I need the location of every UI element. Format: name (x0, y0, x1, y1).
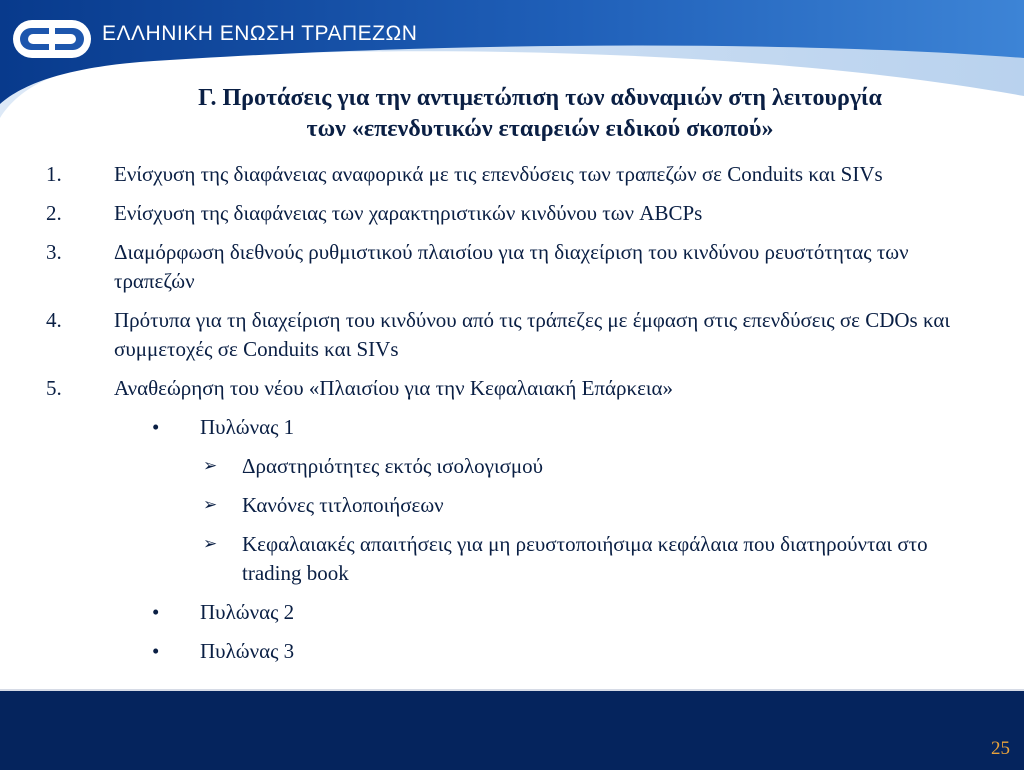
arrow-bullet-icon: ➢ (203, 456, 218, 476)
item-number: 2. (46, 201, 62, 225)
pillar-item-3 (0, 637, 1024, 666)
footer-bar (0, 689, 1024, 770)
item-text: Διαμόρφωση διεθνούς ρυθμιστικού πλαισίου για τη διαχείριση του κινδύνου ρευστότητας των τραπεζών (114, 240, 909, 293)
item-number: 3. (46, 240, 62, 264)
bullet-icon: • (152, 600, 160, 624)
organization-name: ΕΛΛΗΝΙΚΗ ΕΝΩΣΗ ΤΡΑΠΕΖΩΝ (102, 22, 418, 45)
slide-content (0, 160, 1024, 666)
pillar1-subitem-2 (0, 491, 1024, 520)
page-number: 25 (991, 738, 1010, 759)
numbered-item-2 (0, 199, 1024, 228)
pillar-item-2 (0, 598, 1024, 627)
numbered-item-3 (0, 238, 1024, 296)
numbered-item-1 (0, 160, 1024, 189)
slide-title-line-2: των «επενδυτικών εταιρειών ειδικού σκοπού» (306, 116, 774, 142)
numbered-item-5 (0, 374, 1024, 403)
pillar1-subitem-3 (0, 530, 1024, 588)
subitem-text: Κανόνες τιτλοποιήσεων (242, 493, 444, 517)
numbered-item-4 (0, 306, 1024, 364)
pillar-text: Πυλώνας 3 (200, 639, 295, 663)
hellenic-bank-association-logo (12, 19, 92, 59)
item-number: 4. (46, 308, 62, 332)
pillar-text: Πυλώνας 2 (200, 600, 295, 624)
item-text: Ενίσχυση της διαφάνειας των χαρακτηριστικών κινδύνου των ABCPs (114, 201, 703, 225)
pillar-item-1 (0, 413, 1024, 442)
subitem-text: Κεφαλαιακές απαιτήσεις για μη ρευστοποιήσιμα κεφάλαια που διατηρούνται στο trading book (242, 532, 928, 585)
slide-title (60, 83, 1020, 145)
item-number: 5. (46, 376, 62, 400)
arrow-bullet-icon: ➢ (203, 495, 218, 515)
item-text: Πρότυπα για τη διαχείριση του κινδύνου από τις τράπεζες με έμφαση στις επενδύσεις σε CDOs και συμμετοχές σε Conduits και SIVs (114, 308, 951, 361)
arrow-bullet-icon: ➢ (203, 534, 218, 554)
pillar-text: Πυλώνας 1 (200, 415, 295, 439)
pillar1-subitem-1 (0, 452, 1024, 481)
slide-title-line-1: Γ. Προτάσεις για την αντιμετώπιση των αδυναμιών στη λειτουργία (198, 85, 882, 111)
subitem-text: Δραστηριότητες εκτός ισολογισμού (242, 454, 544, 478)
bullet-icon: • (152, 415, 160, 439)
item-text: Ενίσχυση της διαφάνειας αναφορικά με τις επενδύσεις των τραπεζών σε Conduits και SIVs (114, 162, 883, 186)
item-number: 1. (46, 162, 62, 186)
item-text: Αναθεώρηση του νέου «Πλαισίου για την Κεφαλαιακή Επάρκεια» (114, 376, 674, 400)
bullet-icon: • (152, 639, 160, 663)
